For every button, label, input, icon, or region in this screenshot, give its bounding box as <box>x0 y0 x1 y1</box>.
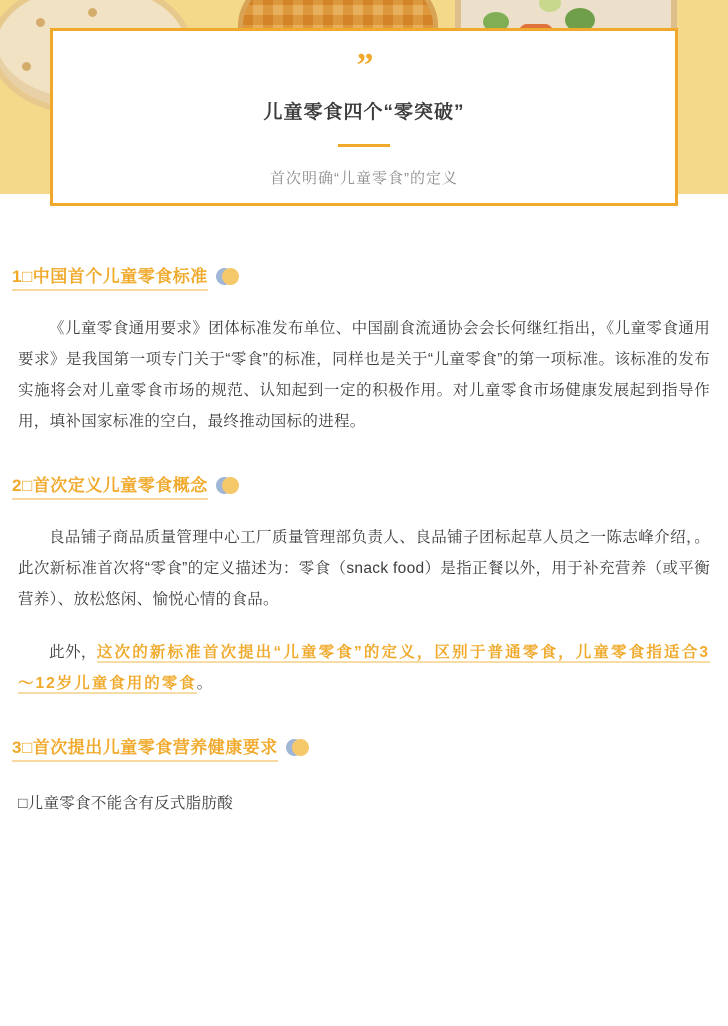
page-subtitle: 首次明确“儿童零食”的定义 <box>270 170 458 187</box>
highlight-suffix-text: 。 <box>196 675 213 692</box>
article-content <box>0 262 728 819</box>
section-heading-2-label: 2□首次定义儿童零食概念 <box>12 471 208 500</box>
section-3-tail-text: □儿童零食不能含有反式脂肪酸 <box>18 795 234 812</box>
title-divider <box>338 144 390 147</box>
section-heading-2 <box>12 471 722 500</box>
section-2-highlight-paragraph <box>18 637 710 699</box>
header-banner <box>0 0 728 228</box>
section-2-paragraph-1: 良品铺子商品质量管理中心工厂质量管理部负责人、良品铺子团标起草人员之一陈志峰介绍，。此次新标准首次将“零食”的定义描述为：零食（snack food）是指正餐以外，用于补充营养（或平衡营养）、放松悠闲、愉悦心情的食品。 <box>18 529 710 608</box>
highlight-text: 这次的新标准首次提出“儿童零食”的定义，区别于普通零食，儿童零食指适合3～12岁儿童食用的零食 <box>18 644 710 692</box>
bubble-decoration-icon <box>286 737 308 759</box>
section-heading-3-label: 3□首次提出儿童零食营养健康要求 <box>12 733 278 762</box>
section-heading-1 <box>12 262 722 291</box>
page-title: 儿童零食四个“零突破” <box>263 102 465 123</box>
quote-mark-icon: ” <box>356 47 372 84</box>
section-heading-3 <box>12 733 722 762</box>
bubble-decoration-icon <box>216 475 238 497</box>
bubble-decoration-icon <box>216 266 238 288</box>
section-1-paragraph-1: 《儿童零食通用要求》团体标准发布单位、中国副食流通协会会长何继红指出，《儿童零食通用要求》是我国第一项专门关于“零食”的标准，同样也是关于“儿童零食”的第一项标准。该标准的发布实施将会对儿童零食市场的规范、认知起到一定的积极作用。对儿童零食市场健康发展起到指导作用，填补国家标准的空白，最终推动国标的进程。 <box>18 320 710 430</box>
section-heading-1-label: 1□中国首个儿童零食标准 <box>12 262 208 291</box>
title-card <box>50 28 678 206</box>
highlight-prefix-text: 此外， <box>49 644 97 661</box>
